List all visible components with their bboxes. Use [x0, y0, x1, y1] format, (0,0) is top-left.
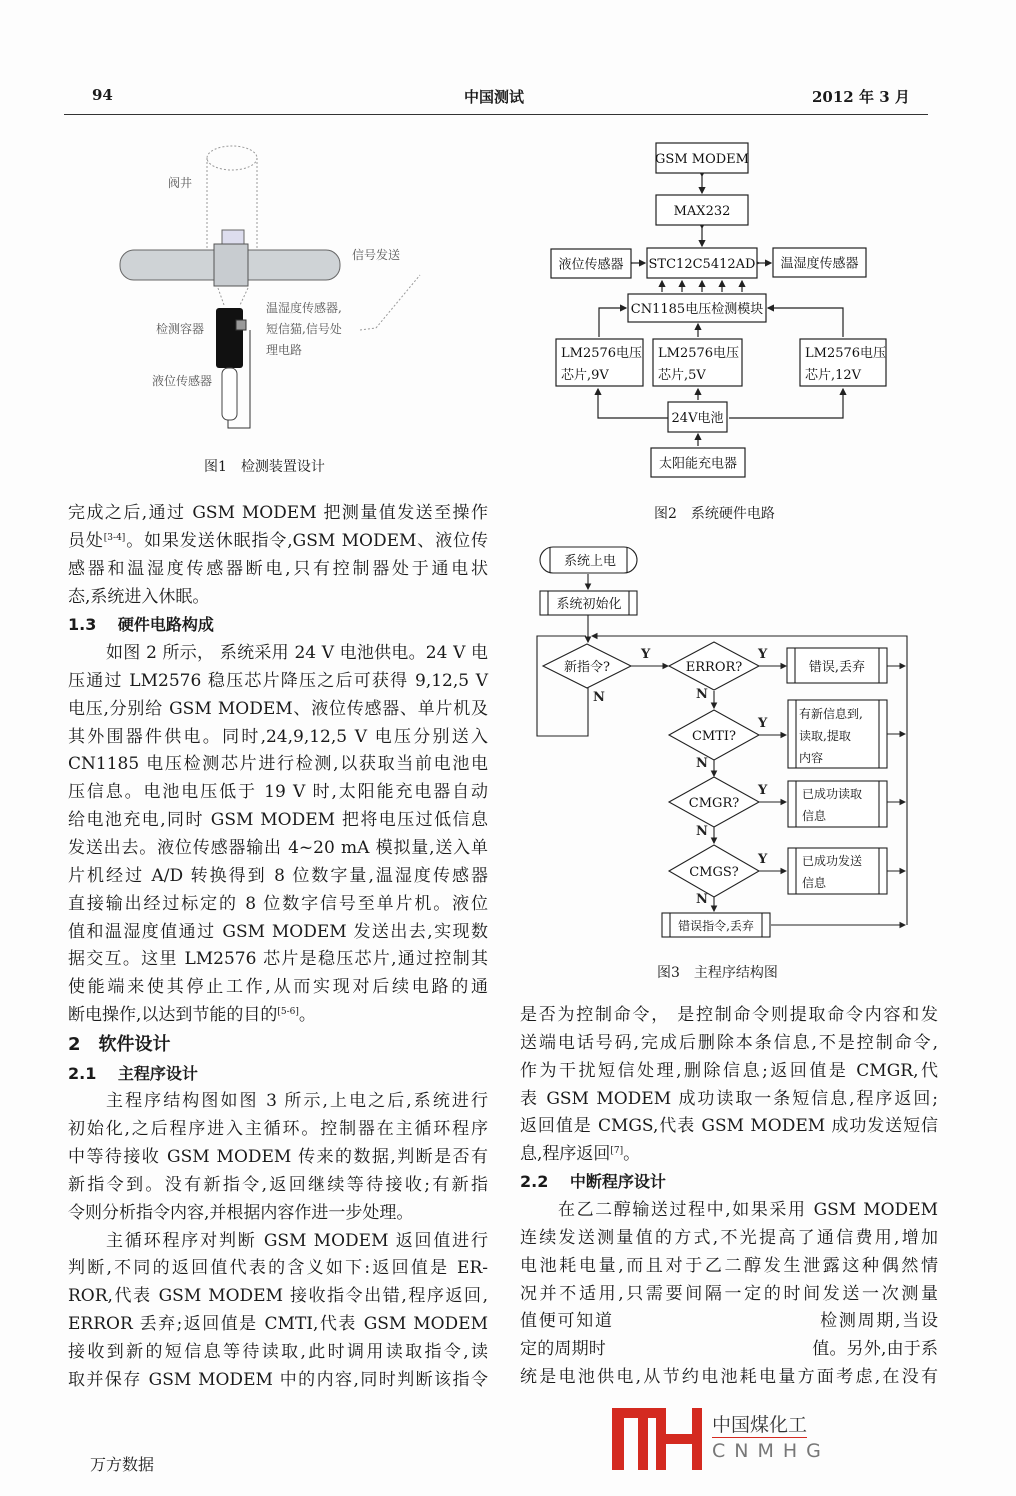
text-line — [68, 1227, 488, 1255]
text-line — [68, 555, 488, 583]
watermark-logo — [612, 1408, 702, 1470]
text-line — [68, 527, 488, 555]
text: 定的周期时 值。另外,由于系 — [520, 1339, 938, 1359]
text: 判断,不同的返回值代表的含义如下:返回值是 ER- — [68, 1258, 488, 1278]
yes-label: Y — [758, 716, 768, 731]
label-container: 检测容器 — [156, 322, 205, 336]
text-line — [68, 723, 488, 751]
section-heading — [520, 1168, 938, 1196]
text-line — [68, 1282, 488, 1310]
footer-source: 万方数据 — [90, 1455, 155, 1474]
text-line — [68, 945, 488, 973]
text: 中等待接收 GSM MODEM 传来的数据,判断是否有 — [68, 1147, 488, 1167]
yes-label: Y — [758, 852, 768, 867]
text: 令则分析指令内容,并根据内容作进一步处理。 — [68, 1203, 414, 1223]
text: 初始化,之后程序进入主循环。控制器在主循环程序 — [68, 1119, 488, 1139]
section-heading — [68, 1060, 488, 1088]
text: 。 — [298, 1005, 316, 1025]
text-line — [520, 1363, 938, 1391]
text: 员处 — [68, 531, 104, 551]
text: 主程序结构图如图 3 所示,上电之后,系统进行 — [106, 1091, 488, 1111]
text: 其外围器件供电。同时,24,9,12,5 V 电压分别送入 — [68, 727, 488, 747]
box-label-lm9: LM2576电压 — [561, 346, 643, 361]
text: 新指令到。没有新指令,返回继续等待接收;有新指 — [68, 1175, 488, 1195]
start-label: 系统上电 — [563, 554, 617, 569]
text-line — [68, 499, 488, 527]
text: 表 GSM MODEM 成功读取一条短信息,程序返回; — [520, 1089, 938, 1109]
box-label-mcu: STC12C5412AD — [648, 257, 756, 272]
text-line — [520, 1029, 938, 1057]
text: 接收到新的短信息等待读取,此时调用读取指令,读 — [68, 1342, 488, 1362]
process-label: 错误指令,丢弃 — [678, 919, 754, 933]
text-line — [68, 1254, 488, 1282]
text: 据交互。这里 LM2576 芯片是稳压芯片,通过控制其 — [68, 949, 488, 969]
text-line — [68, 778, 488, 806]
text: 态,系统进入休眠。 — [68, 587, 210, 607]
process-label: 已成功发送 — [802, 854, 863, 868]
text: 压信息。电池电压低于 19 V 时,太阳能充电器自动 — [68, 782, 488, 802]
text: 直接输出经过标定的 8 位数字信号至单片机。液位 — [68, 894, 488, 914]
label-level-sensor: 液位传感器 — [152, 374, 213, 388]
box-label-lm5: LM2576电压 — [658, 346, 740, 361]
label-sensor-line: 温湿度传感器, — [266, 301, 342, 315]
label-sensor-line: 理电路 — [266, 343, 303, 357]
no-label: N — [696, 687, 708, 702]
text: 1.3 硬件电路构成 — [68, 615, 214, 634]
text: 使能端来使其停止工作,从而实现对后续电路的通 — [68, 977, 488, 997]
process-label: 错误,丢弃 — [808, 660, 866, 675]
text: 压通过 LM2576 稳压芯片降压之后可获得 9,12,5 V — [68, 671, 488, 691]
section-heading — [68, 611, 488, 639]
journal-name: 中国测试 — [464, 88, 525, 106]
yes-label: Y — [641, 647, 651, 662]
text: 2.1 主程序设计 — [68, 1064, 198, 1083]
box-label-temp: 温湿度传感器 — [780, 256, 859, 272]
box-label-lm9: 芯片,9V — [561, 368, 609, 383]
text-line — [68, 1115, 488, 1143]
text: 电压,分别给 GSM MODEM、液位传感器、单片机及 — [68, 699, 488, 719]
page-number: 94 — [92, 86, 113, 104]
text-line — [520, 1307, 938, 1335]
yes-label: Y — [758, 783, 768, 798]
process-label: 读取,提取 — [799, 729, 851, 743]
box-label-lm5: 芯片,5V — [658, 368, 706, 383]
no-label: N — [696, 756, 708, 771]
text-line — [68, 806, 488, 834]
text: 值便可知道 检测周期,当设 — [520, 1311, 938, 1331]
citation: [3-4] — [103, 533, 126, 543]
text-line — [68, 667, 488, 695]
box-label-max232: MAX232 — [673, 204, 731, 219]
text-line — [520, 1057, 938, 1085]
watermark-cn: 中国煤化工 — [712, 1410, 807, 1438]
text: 如图 2 所示， 系统采用 24 V 电池供电。24 V 电 — [106, 643, 488, 663]
text: 发送出去。液位传感器输出 4~20 mA 模拟量,送入单 — [68, 838, 488, 858]
text-line — [520, 1140, 938, 1168]
figure1-caption: 图1 检测装置设计 — [204, 459, 325, 475]
figure3-caption: 图3 主程序结构图 — [657, 965, 778, 981]
yes-label: Y — [758, 647, 768, 662]
text: 返回值是 CMGS,代表 GSM MODEM 成功发送短信 — [520, 1116, 938, 1136]
box-label-lm12: 芯片,12V — [805, 368, 862, 383]
text-line — [520, 1335, 938, 1363]
box-label-solar: 太阳能充电器 — [658, 456, 738, 472]
text: 作为干扰短信处理,删除信息;返回值是 CMGR,代 — [520, 1061, 938, 1081]
text: 完成之后,通过 GSM MODEM 把测量值发送至操作 — [68, 503, 488, 523]
decision-cmgr-label: CMGR? — [688, 796, 740, 811]
text: 值和温湿度值通过 GSM MODEM 发送出去,实现数 — [68, 922, 488, 942]
decision-new-command-label: 新指令? — [564, 660, 610, 675]
text-line — [68, 1087, 488, 1115]
text: 给电池充电,同时 GSM MODEM 把将电压过低信息 — [68, 810, 488, 830]
text-line — [68, 862, 488, 890]
section-heading — [68, 1031, 488, 1059]
text: 统是电池供电,从节约电池耗电量方面考虑,在没有 — [520, 1367, 938, 1387]
text-line — [68, 918, 488, 946]
box-label-gsm: GSM MODEM — [655, 152, 749, 167]
process-label: 有新信息到, — [799, 707, 863, 721]
text-line — [520, 1224, 938, 1252]
text-line — [68, 1001, 488, 1029]
process-label: 信息 — [802, 876, 827, 890]
box-label-level: 液位传感器 — [558, 257, 624, 273]
text: 2 软件设计 — [68, 1034, 171, 1055]
text-line — [520, 1112, 938, 1140]
no-label: N — [696, 824, 708, 839]
box-label-lm12: LM2576电压 — [805, 346, 887, 361]
text: CN1185 电压检测芯片进行检测,以获取当前电池电 — [68, 754, 488, 774]
figure2-caption: 图2 系统硬件电路 — [654, 506, 775, 522]
issue-date: 2012 年 3 月 — [812, 88, 910, 106]
text-line — [68, 583, 488, 611]
text: 连续发送测量值的方式,不光提高了通信费用,增加 — [520, 1228, 938, 1248]
decision-error-label: ERROR? — [685, 660, 743, 675]
text-line — [68, 834, 488, 862]
text-line — [68, 1338, 488, 1366]
text-line — [520, 1280, 938, 1308]
text-line — [68, 639, 488, 667]
decision-cmti-label: CMTI? — [691, 729, 737, 744]
box-label-cn1185: CN1185电压检测模块 — [630, 302, 764, 317]
text: 。如果发送休眠指令,GSM MODEM、液位传 — [125, 531, 488, 551]
text: 2.2 中断程序设计 — [520, 1172, 666, 1191]
text-line — [68, 1366, 488, 1394]
text: 在乙二醇输送过程中,如果采用 GSM MODEM — [558, 1200, 938, 1220]
text-line — [520, 1085, 938, 1113]
no-label: N — [593, 690, 605, 705]
text-line — [68, 973, 488, 1001]
decision-cmgs-label: CMGS? — [689, 865, 739, 880]
process-label: 内容 — [799, 751, 824, 765]
text: 片机经过 A/D 转换得到 8 位数字量,温湿度传感器 — [68, 866, 488, 886]
text-line — [520, 1001, 938, 1029]
text: 况并不适用,只需要间隔一定的时间发送一次测量 — [520, 1284, 938, 1304]
label-signal-send: 信号发送 — [352, 248, 401, 262]
text-line — [68, 890, 488, 918]
text-line — [520, 1252, 938, 1280]
text: 息,程序返回 — [520, 1144, 611, 1164]
text: 主循环程序对判断 GSM MODEM 返回值进行 — [106, 1231, 488, 1251]
text: ERROR 丢弃;返回值是 CMTI,代表 GSM MODEM — [68, 1314, 488, 1334]
box-label-battery: 24V电池 — [671, 411, 724, 426]
process-label: 信息 — [802, 809, 827, 823]
label-sensor-line: 短信猫,信号处 — [266, 322, 342, 336]
text-line — [68, 750, 488, 778]
process-label: 已成功读取 — [802, 787, 863, 801]
text: 断电操作,以达到节能的目的 — [68, 1005, 278, 1025]
text-line — [68, 695, 488, 723]
no-label: N — [696, 892, 708, 907]
text: ROR,代表 GSM MODEM 接收指令出错,程序返回, — [68, 1286, 488, 1306]
citation: [7] — [610, 1146, 624, 1156]
text-line — [68, 1310, 488, 1338]
text-line — [520, 1196, 938, 1224]
label-valve-well: 阀井 — [168, 176, 193, 190]
citation: [5-6] — [277, 1007, 299, 1017]
text: 是否为控制命令， 是控制命令则提取命令内容和发 — [520, 1005, 938, 1025]
text-line — [68, 1199, 488, 1227]
text: 送端电话号码,完成后删除本条信息,不是控制命令, — [520, 1033, 938, 1053]
text: 感器和温湿度传感器断电,只有控制器处于通电状 — [68, 559, 488, 579]
init-label: 系统初始化 — [556, 597, 622, 612]
text: 。 — [623, 1144, 641, 1164]
watermark-en: CNMHG — [712, 1440, 830, 1462]
text-line — [68, 1171, 488, 1199]
text-line — [68, 1143, 488, 1171]
text: 电池耗电量,而且对于乙二醇发生泄露这种偶然情 — [520, 1256, 938, 1276]
text: 取并保存 GSM MODEM 中的内容,同时判断该指令 — [68, 1370, 488, 1390]
